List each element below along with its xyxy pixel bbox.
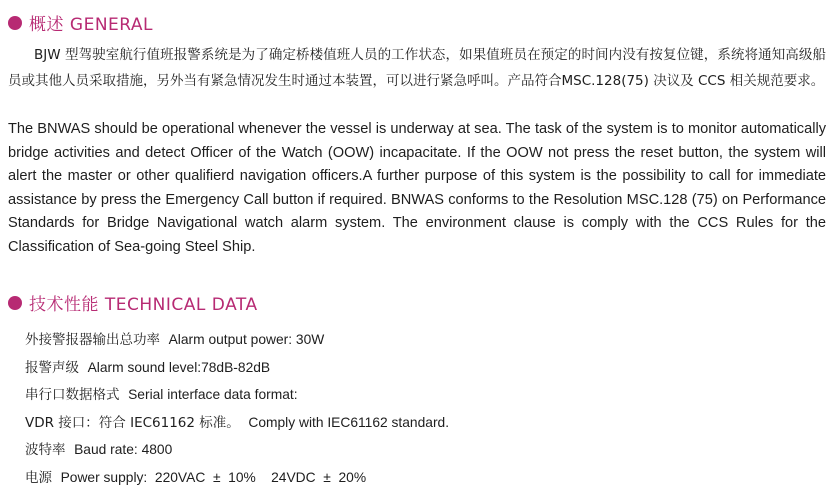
technical-data-item xyxy=(25,464,449,492)
item-en-label: Alarm sound level:78dB-82dB xyxy=(87,359,271,375)
technical-data-item xyxy=(25,354,449,382)
bullet-circle-icon xyxy=(8,16,22,30)
technical-data-item xyxy=(25,381,449,409)
section-heading-technical xyxy=(8,290,258,315)
technical-data-item xyxy=(25,409,449,437)
item-cn-label: 串行口数据格式 xyxy=(25,387,120,403)
bullet-circle-icon xyxy=(8,296,22,310)
item-en-label: Alarm output power: 30W xyxy=(168,332,325,347)
technical-data-item xyxy=(25,326,449,354)
item-cn-label: VDR 接口：符合 IEC61162 标准。 xyxy=(25,414,240,431)
section-heading-general xyxy=(8,10,153,35)
general-chinese-paragraph: BJW 型驾驶室航行值班报警系统是为了确定桥楼值班人员的工作状态，如果值班员在预定的时间内没有按复位键，系统将通知高级船员或其他人员采取措施，另外当有紧急情况发生时通过本装置，可以进行紧急呼叫。产品符合MSC.128(75) 决议及 CCS 相关规范要求。 xyxy=(8,47,826,89)
technical-data-list xyxy=(25,326,449,491)
item-en-label: Comply with IEC61162 standard. xyxy=(248,414,450,430)
item-cn-label: 报警声级 xyxy=(25,359,79,376)
item-cn-label: 外接警报器输出总功率 xyxy=(25,332,160,348)
item-en-label: Baud rate: 4800 xyxy=(74,442,173,457)
item-cn-label: 电源 xyxy=(25,469,52,486)
general-heading-text: 概述 GENERAL xyxy=(29,15,153,35)
item-en-label: Serial interface data format: xyxy=(128,387,298,402)
technical-data-item xyxy=(25,436,449,464)
technical-heading-text: 技术性能 TECHNICAL DATA xyxy=(29,295,258,315)
item-en-label: Power supply: 220VAC ± 10% 24VDC ± 20% xyxy=(60,469,367,485)
general-english-paragraph: The BNWAS should be operational whenever the vessel is underway at sea. The task of the system is to monitor automatically bridge activities and detect Officer of the Watch (OOW) incapacitate. If the OOW not press the reset button, the system will alert the master or other qualifierd navigation officers.A further purpose of this system is the possibility to call for immediate assistance by press the Emergency Call button if required. BNWAS conforms to the Resolution MSC.128 (75) on Performance Standards for Bridge Navigational watch alarm system. The environment clause is comply with the CCS Rules for the Classification of Sea-going Steel Ship. xyxy=(8,121,826,255)
item-cn-label: 波特率 xyxy=(25,442,66,458)
